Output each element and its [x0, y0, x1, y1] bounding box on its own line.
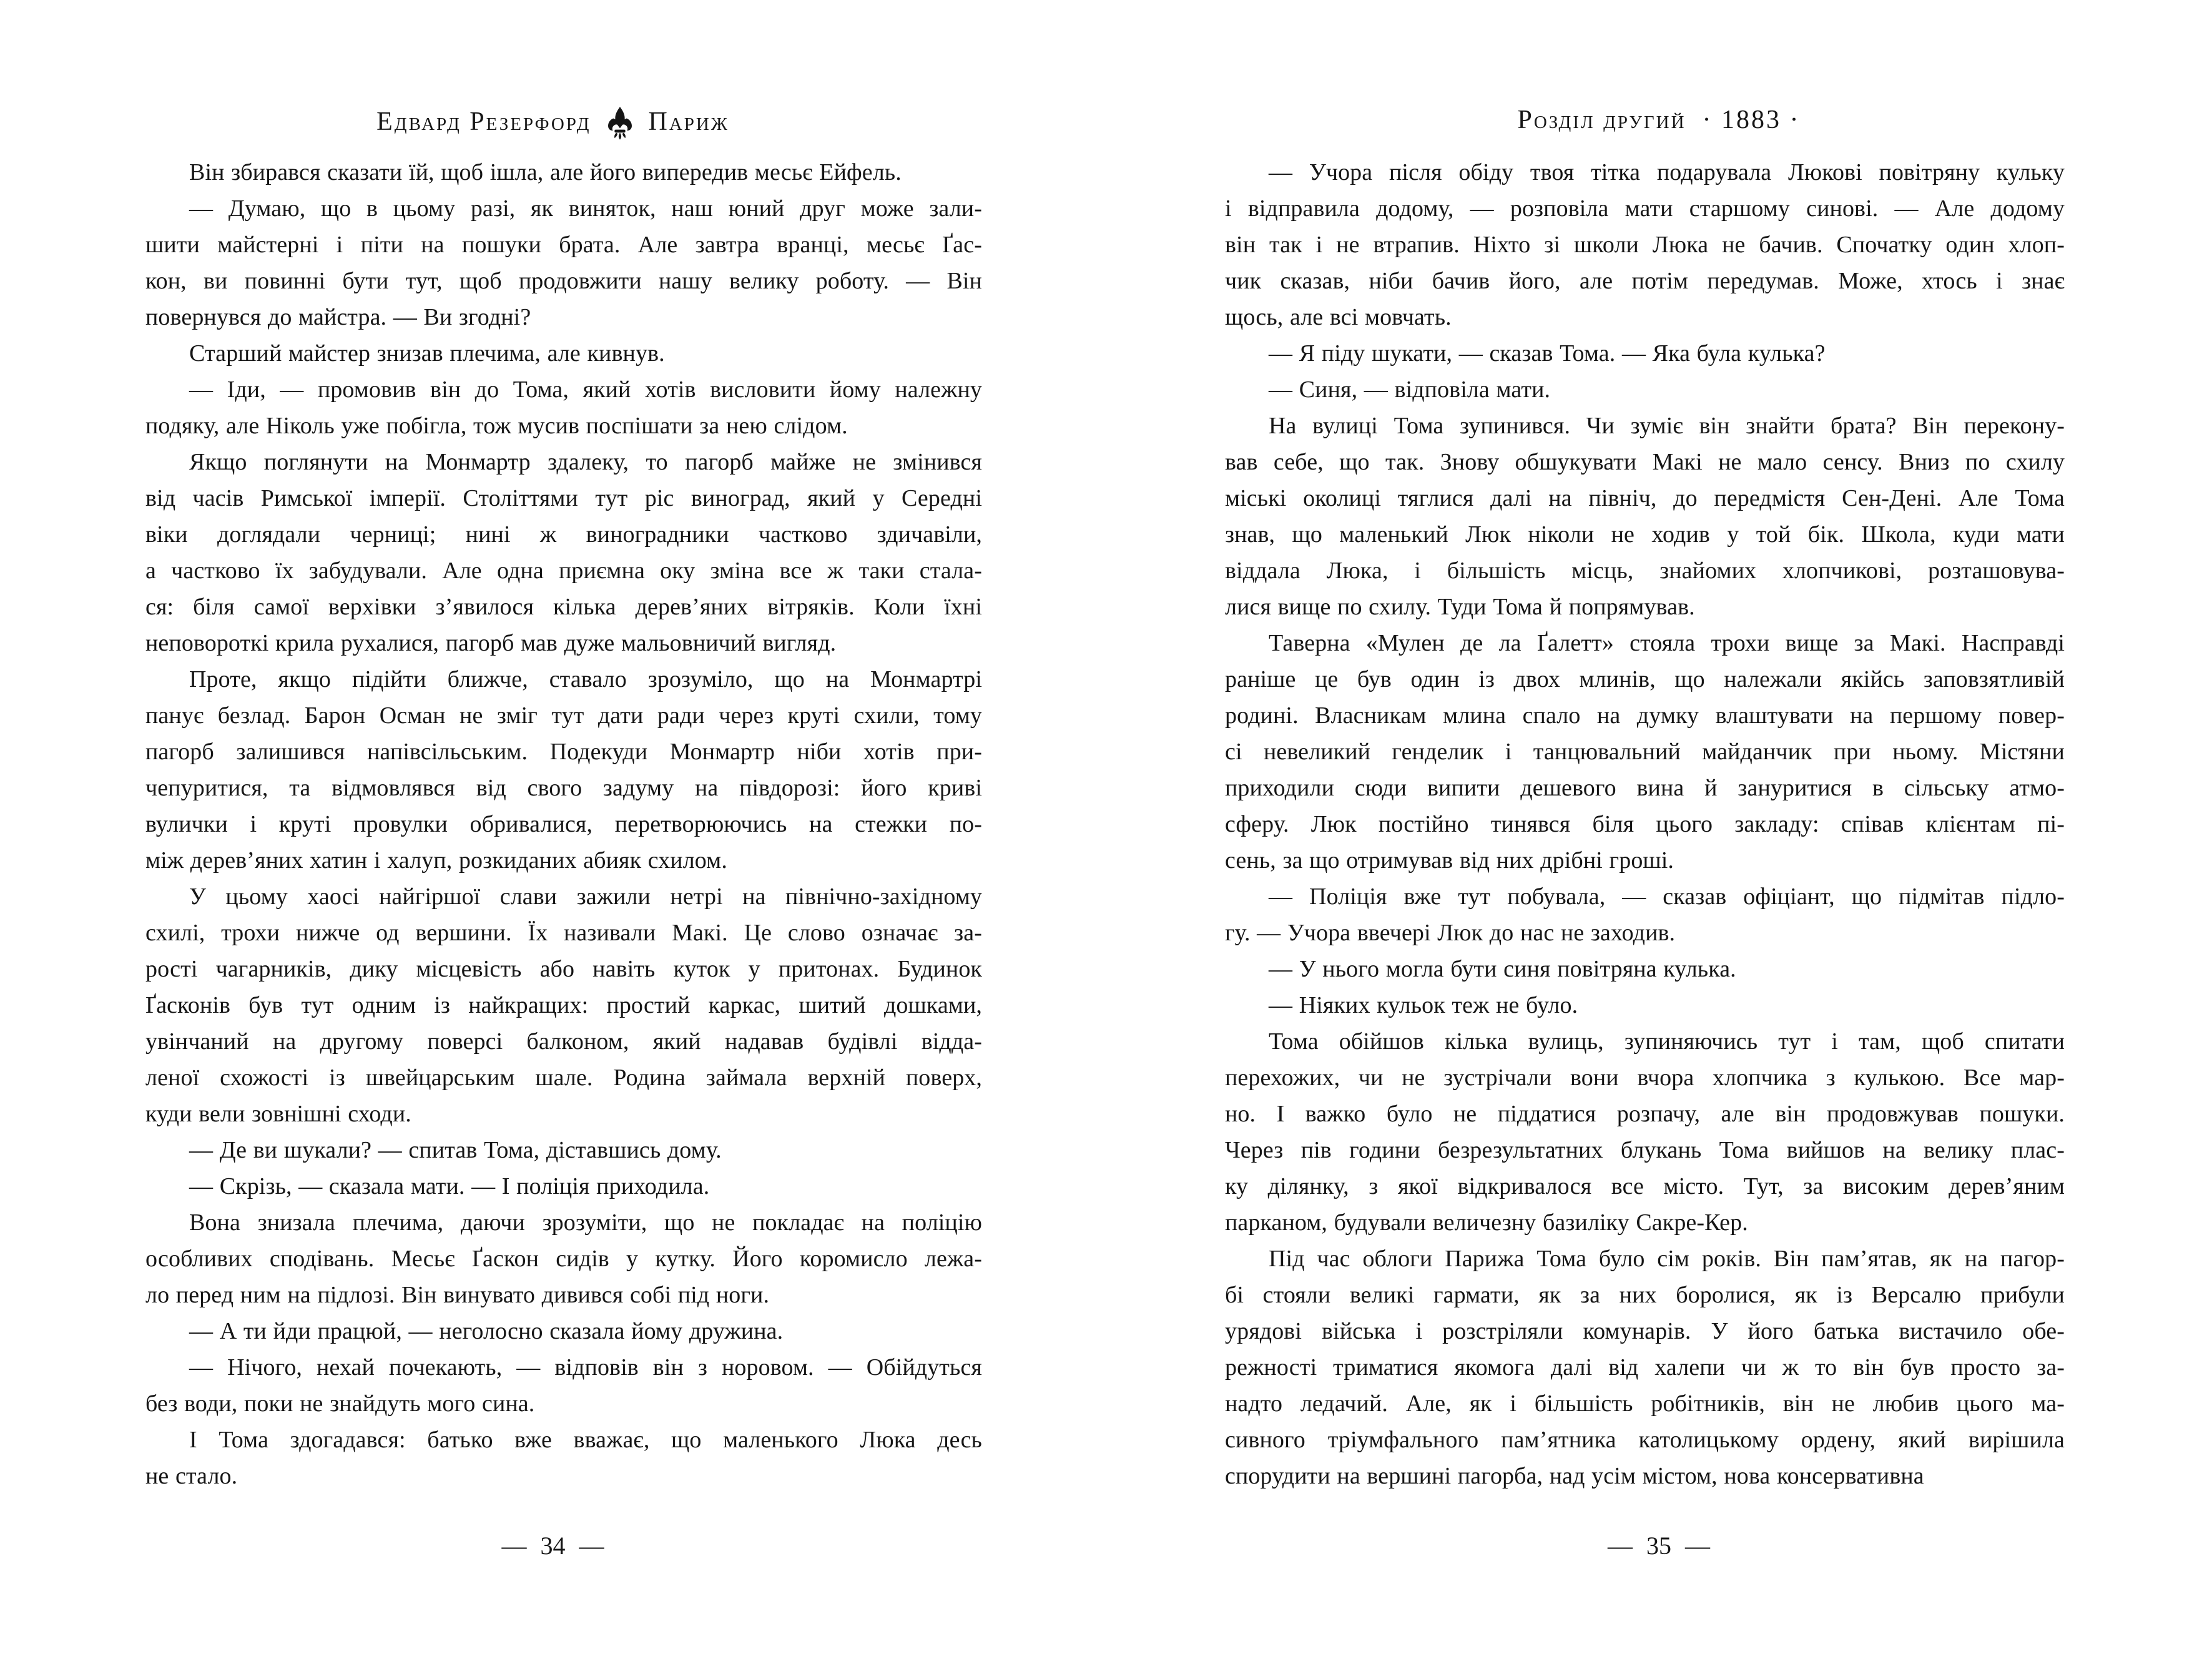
folio-dash-right: — [579, 1532, 604, 1560]
text-line: віддала Люка, і більшість місць, знайомих хлопчикові, розташовува- [1225, 558, 2065, 584]
text-line: панує безлад. Барон Осман не зміг тут дати ради через круті схили, тому [145, 702, 982, 729]
text-line: — Ніяких кульок теж не було. [1269, 992, 1578, 1018]
text-line: не стало. [145, 1463, 238, 1489]
text-line: леної схожості із швейцарським шале. Родина займала верхній поверх, [145, 1065, 982, 1091]
text-line: — Де ви шукали? — спитав Тома, діставшись дому. [189, 1137, 722, 1163]
right-folio [1106, 1531, 2212, 1561]
paragraph [145, 1168, 982, 1204]
text-line: куди вели зовнішні сходи. [145, 1101, 411, 1127]
text-line: Старший майстер знизав плечима, але кивнув. [189, 340, 665, 367]
text-line: чепуритися, та відмовлявся від свого задуму на півдорозі: його криві [145, 775, 982, 801]
text-line: парканом, будували величезну базиліку Сакре-Кер. [1225, 1209, 1748, 1236]
paragraph [145, 154, 982, 190]
text-line: но. І важко було не піддатися розпачу, але він продовжував пошуки. [1225, 1101, 2065, 1127]
text-line: сферу. Люк постійно тинявся біля цього закладу: співав клієнтам пі- [1225, 811, 2065, 837]
paragraph [1225, 879, 2065, 951]
text-line: він так і не втрапив. Ніхто зі школи Люка не бачив. Спочатку один хлоп- [1225, 232, 2065, 258]
left-text-block [145, 154, 982, 1494]
paragraph [145, 1422, 982, 1494]
running-head-left [0, 105, 1106, 139]
author-name: Едвард Резерфорд [376, 107, 591, 136]
text-line: увінчаний на другому поверсі балконом, який надавав будівлі відда- [145, 1028, 982, 1055]
text-line: ку ділянку, з якої відкривалося все місто. Тут, за високим дерев’яним [1225, 1173, 2065, 1199]
text-line: Таверна «Мулен де ла Ґалетт» стояла трохи вище за Макі. Насправді [1269, 630, 2065, 656]
text-line: щось, але всі мовчать. [1225, 304, 1452, 330]
text-line: віки доглядали черниці; нині ж виноградники частково здичавіли, [145, 521, 982, 548]
right-page [1106, 0, 2212, 1659]
text-line: І Тома здогадався: батько вже вважає, що маленького Люка десь [189, 1427, 982, 1453]
paragraph [145, 1204, 982, 1313]
text-line: а частково їх забудували. Але одна приємна оку зміна все ж таки стала- [145, 558, 982, 584]
text-line: урядові війська і розстріляли комунарів. У його батька вистачило обе- [1225, 1318, 2065, 1344]
fleur-de-lis-icon [607, 106, 632, 140]
text-line: Тома обійшов кілька вулиць, зупиняючись тут і там, щоб спитати [1269, 1028, 2065, 1055]
text-line: Під час облоги Парижа Тома було сім років. Він пам’ятав, як на пагор- [1269, 1246, 2065, 1272]
text-line: — Скрізь, — сказала мати. — І поліція приходила. [189, 1173, 710, 1199]
text-line: ло перед ним на підлозі. Він винувато дивився собі під ноги. [145, 1282, 770, 1308]
text-line: надто ледачий. Але, як і більшість робітників, він не любив цього ма- [1225, 1391, 2065, 1417]
text-line: вулички і круті провулки обривалися, перетворюючись на стежки по- [145, 811, 982, 837]
folio-number: 35 [1646, 1532, 1671, 1560]
paragraph [145, 1132, 982, 1168]
chapter-title: Розділ другий [1517, 106, 1686, 134]
paragraph [145, 335, 982, 372]
text-line: — Іди, — промовив він до Тома, який хотів висловити йому належну [189, 377, 982, 403]
text-line: рості чагарників, дику місцевість або навіть куток у притонах. Будинок [145, 956, 982, 982]
paragraph [145, 1349, 982, 1422]
right-text-block [1225, 154, 2065, 1494]
text-line: — Думаю, що в цьому разі, як виняток, наш юний друг може зали- [189, 195, 982, 222]
text-line: спорудити на вершині пагорба, над усім містом, нова консервативна [1225, 1463, 1924, 1489]
text-line: між дерев’яних хатин і халуп, розкиданих абияк схилом. [145, 847, 727, 874]
text-line: кон, ви повинні бути тут, щоб продовжити нашу велику роботу. — Він [145, 268, 982, 294]
paragraph [145, 879, 982, 1132]
paragraph [145, 190, 982, 335]
text-line: і відправила додому, — розповіла мати старшому синові. — Але додому [1225, 195, 2065, 222]
text-line: від часів Римської імперії. Століттями тут ріс виноград, який у Середні [145, 485, 982, 511]
text-line: перехожих, чи не зустрічали вони вчора хлопчика з кулькою. Все мар- [1225, 1065, 2065, 1091]
text-line: ся: біля самої верхівки з’явилося кілька дерев’яних вітряків. Коли їхні [145, 594, 982, 620]
folio-number: 34 [540, 1532, 566, 1560]
left-folio [0, 1531, 1106, 1561]
paragraph [1225, 1023, 2065, 1241]
text-line: — Нічого, нехай почекають, — відповів він з норовом. — Обійдуться [189, 1354, 982, 1381]
text-line: повернувся до майстра. — Ви згодні? [145, 304, 531, 330]
book-title: Париж [648, 107, 729, 136]
text-line: подяку, але Ніколь уже побігла, тож мусив поспішати за нею слідом. [145, 413, 848, 439]
paragraph [145, 1313, 982, 1349]
folio-dash-left: — [501, 1532, 527, 1560]
text-line: — А ти йди працюй, — неголосно сказала йому дружина. [189, 1318, 784, 1344]
text-line: шити майстерні і піти на пошуки брата. Але завтра вранці, месьє Ґас- [145, 232, 982, 258]
paragraph [1225, 625, 2065, 879]
text-line: У цьому хаосі найгіршої слави зажили нетрі на північно-західному [189, 884, 982, 910]
text-line: міські околиці тяглися далі на північ, до передмістя Сен-Дені. Але Тома [1225, 485, 2065, 511]
text-line: раніше це був один із двох млинів, що належали якійсь заповзятливій [1225, 666, 2065, 692]
text-line: гу. — Учора ввечері Люк до нас не заходив. [1225, 920, 1676, 946]
text-line: неповороткі крила рухалися, пагорб мав дуже мальовничий вигляд. [145, 630, 837, 656]
text-line: бі стояли великі гармати, як за них боролися, як із Версалю прибули [1225, 1282, 2065, 1308]
paragraph [1225, 1241, 2065, 1494]
paragraph [145, 372, 982, 444]
paragraph [1225, 951, 2065, 987]
text-line: вав себе, що так. Знову обшукувати Макі не мало сенсу. Вниз по схилу [1225, 449, 2065, 475]
paragraph [145, 444, 982, 661]
text-line: Він збирався сказати їй, щоб ішла, але його випередив месьє Ейфель. [189, 159, 902, 185]
text-line: особливих сподівань. Месьє Ґаскон сидів у кутку. Його коромисло лежа- [145, 1246, 982, 1272]
paragraph [1225, 154, 2065, 335]
text-line: — Синя, — відповіла мати. [1269, 377, 1551, 403]
text-line: Через пів години безрезультатних блукань Тома вийшов на велику плас- [1225, 1137, 2065, 1163]
text-line: родині. Власникам млина спало на думку влаштувати на першому повер- [1225, 702, 2065, 729]
paragraph [1225, 987, 2065, 1023]
text-line: Ґасконів був тут одним із найкращих: простий каркас, шитий дошками, [145, 992, 982, 1018]
text-line: пагорб залишився напівсільським. Подекуди Монмартр ніби хотів при- [145, 739, 982, 765]
text-line: чик сказав, ніби бачив його, але потім передумав. Може, хтось і знає [1225, 268, 2065, 294]
text-line: приходили сюди випити дешевого вина й зануритися в сільську атмо- [1225, 775, 2065, 801]
chapter-year: · 1883 · [1702, 106, 1801, 134]
text-line: сивного тріумфального пам’ятника католицькому ордену, який вирішила [1225, 1427, 2065, 1453]
paragraph [1225, 335, 2065, 372]
paragraph [1225, 408, 2065, 625]
text-line: режності триматися якомога далі від халепи чи ж то він був просто за- [1225, 1354, 2065, 1381]
text-line: сень, за що отримував від них дрібні гроші. [1225, 847, 1674, 874]
text-line: На вулиці Тома зупинився. Чи зуміє він знайти брата? Він перекону- [1269, 413, 2065, 439]
text-line: — Я піду шукати, — сказав Тома. — Яка була кулька? [1269, 340, 1826, 367]
text-line: Проте, якщо підійти ближче, ставало зрозуміло, що на Монмартрі [189, 666, 982, 692]
text-line: — Учора після обіду твоя тітка подарувала Люкові повітряну кульку [1269, 159, 2065, 185]
text-line: без води, поки не знайдуть мого сина. [145, 1391, 535, 1417]
text-line: Якщо поглянути на Монмартр здалеку, то пагорб майже не змінився [189, 449, 982, 475]
text-line: Вона знизала плечима, даючи зрозуміти, що не покладає на поліцію [189, 1209, 982, 1236]
paragraph [145, 661, 982, 879]
text-line: лися вище по схилу. Туди Тома й попрямував. [1225, 594, 1695, 620]
folio-dash-left: — [1608, 1532, 1633, 1560]
folio-dash-right: — [1685, 1532, 1710, 1560]
text-line: — У нього могла бути синя повітряна кулька. [1269, 956, 1736, 982]
text-line: сі невеликий генделик і танцювальний майданчик при ньому. Містяни [1225, 739, 2065, 765]
text-line: — Поліція вже тут побувала, — сказав офіціант, що підмітав підло- [1269, 884, 2065, 910]
paragraph [1225, 372, 2065, 408]
text-line: знав, що маленький Люк ніколи не ходив у той бік. Школа, куди мати [1225, 521, 2065, 548]
text-line: схилі, трохи нижче од вершини. Їх називали Макі. Це слово означає за- [145, 920, 982, 946]
running-head-right [1106, 105, 2212, 135]
